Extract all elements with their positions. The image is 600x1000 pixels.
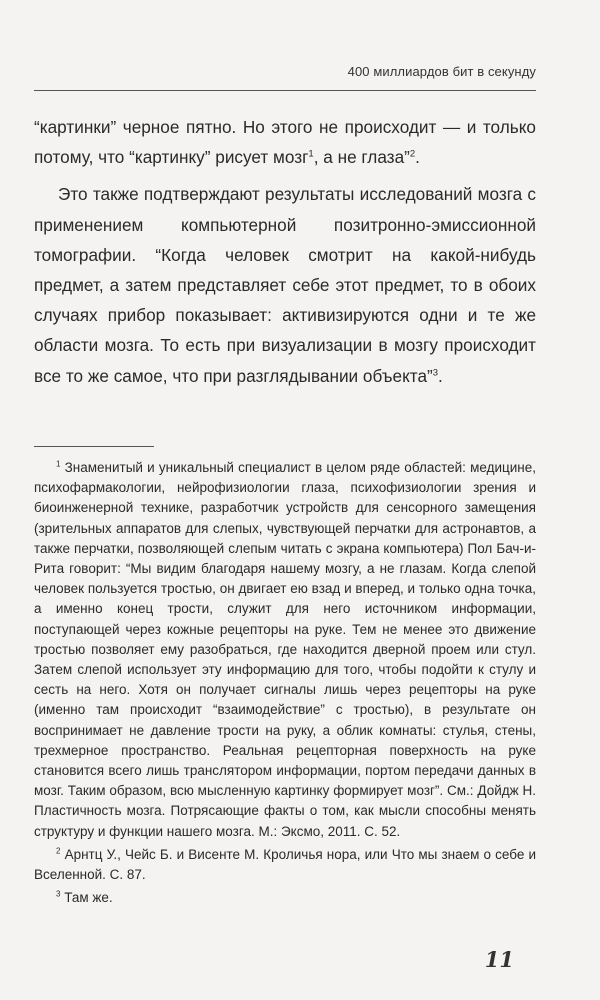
footnote-2 xyxy=(34,845,536,885)
paragraph-1-text-a: “картинки” черное пятно. Но этого не происходит — и только потому, что “картинку” рисует мозг xyxy=(34,117,536,168)
footnote-3 xyxy=(34,888,536,908)
page-number: 11 xyxy=(484,947,514,972)
footnote-ref-2: 2 xyxy=(409,148,416,160)
footnote-1 xyxy=(34,458,536,842)
footnote-rule xyxy=(34,446,154,447)
paragraph-1-text-c: . xyxy=(415,147,420,168)
paragraph-2 xyxy=(34,179,536,390)
footnote-2-text: Арнтц У., Чейс Б. и Висенте М. Кроличья нора, или Что мы знаем о себе и Вселенной. С. 87. xyxy=(34,846,536,883)
footnote-ref-1: 1 xyxy=(308,148,314,160)
paragraph-2-text-a: Это также подтверждают результаты исследований мозга с применением компьютерной позитронно-эмиссионной томографии. “Когда человек смотрит на какой-нибудь предмет, а затем представляет себе этот предмет, то в обоих случаях прибор показывает: активизируются одни и те же области мозга. То есть при визуализации в мозгу происходит все то же самое, что при разглядывании объекта” xyxy=(34,184,536,386)
footnote-3-text: Там же. xyxy=(60,890,113,906)
paragraph-1-text-b: , а не глаза” xyxy=(313,147,410,168)
paragraph-1 xyxy=(34,112,536,172)
footnote-marker-2: 2 xyxy=(56,846,61,856)
footnote-marker-1: 1 xyxy=(56,459,61,469)
footnotes xyxy=(34,458,536,908)
running-head: 400 миллиардов бит в секунду xyxy=(347,64,536,79)
footnote-marker-3: 3 xyxy=(56,889,61,899)
header-rule xyxy=(34,90,536,91)
footnote-ref-3: 3 xyxy=(432,366,439,378)
footnote-1-text: Знаменитый и уникальный специалист в целом ряде областей: медицине, психофармакологии, нейрофизиологии глаза, психофизиологии зрения и биоинженерной технике, разработчик устройств для сенсорного замещения (зрительных аппаратов для слепых, чувствующей перчатки для астронавтов, а также перчатки, позволяющей слепым читать с экрана компьютера) Пол Бач-и-Рита говорит: “Мы видим благодаря нашему мозгу, а не глазам. Когда слепой человек пользуется тростью, он двигает ею взад и вперед, и только одна точка, а именно конец трости, служит для него источником информации, поступающей через кожные рецепторы на руке. Тем не менее это движение тростью позволяет ему разобраться, где находится дверной проем или стул. Затем слепой использует эту информацию для того, чтобы подойти к стулу и сесть на него. Хотя он получает сигналы лишь через рецепторы на руке (именно там происходит “взаимодействие” с тростью), в результате он воспринимает не давление трости на руку, а облик комнаты: стулья, стены, трехмерное пространство. Реальная рецепторная поверхность на руке становится всего лишь транслятором информации, портом передачи данных в мозг. Таким образом, всю мысленную картинку формирует мозг”. См.: Дойдж Н. Пластичность мозга. Потрясающие факты о том, как мысли способны менять структуру и функции нашего мозга. М.: Эксмо, 2011. С. 52. xyxy=(34,460,536,839)
paragraph-2-text-b: . xyxy=(438,365,443,386)
main-text xyxy=(34,112,536,391)
